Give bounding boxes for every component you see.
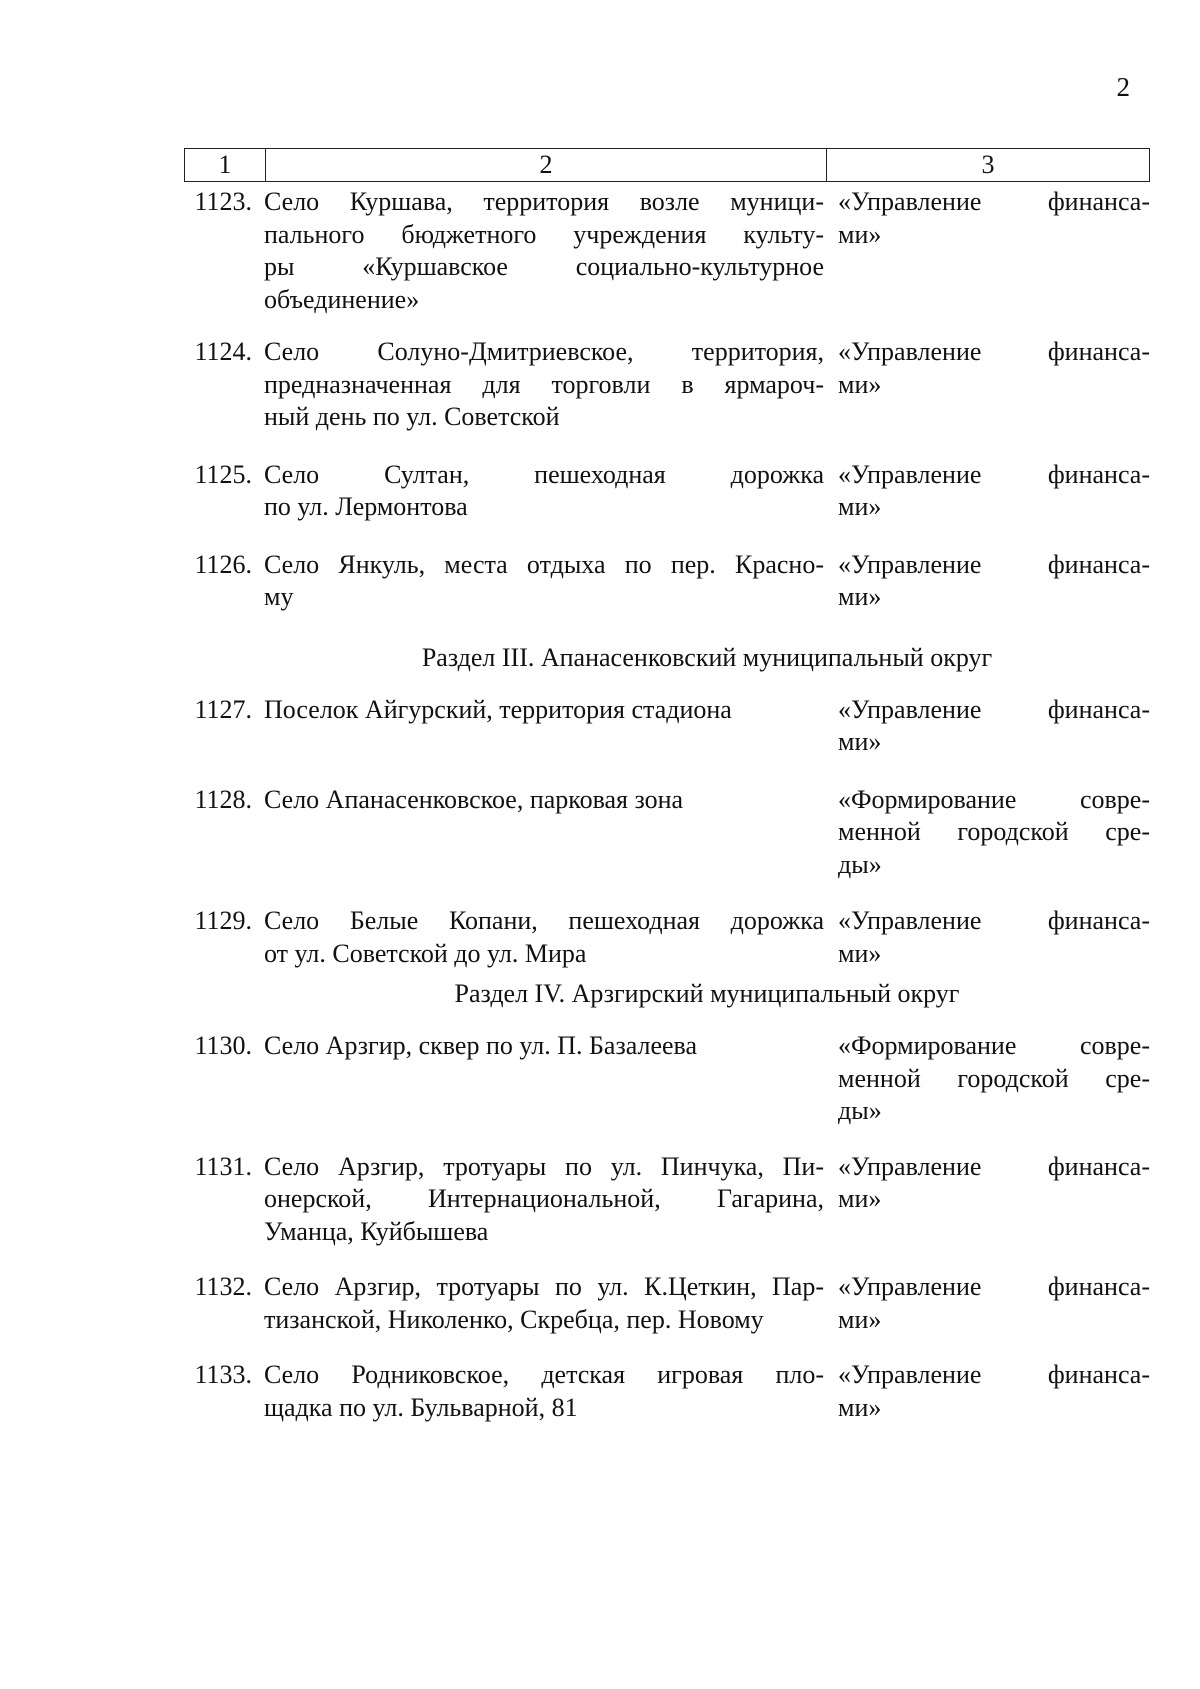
row-number: 1127.: [194, 694, 252, 724]
row-program: [824, 784, 1150, 882]
program-line: «Управление финанса-: [838, 1151, 1150, 1181]
row-number: 1128.: [194, 784, 252, 814]
location-line: от ул. Советской до ул. Мира: [264, 938, 587, 968]
location-line: щадка по ул. Бульварной, 81: [264, 1392, 578, 1422]
row-number: 1130.: [194, 1031, 252, 1060]
row-program: [824, 186, 1150, 316]
program-line: ми»: [838, 219, 882, 249]
location-line: Село Солуно-Дмитриевское, территория,: [264, 337, 824, 366]
location-line: Село Куршава, территория возле муници-: [264, 187, 824, 216]
program-line: ды»: [838, 849, 882, 879]
location-line: тизанской, Николенко, Скребца, пер. Новому: [264, 1304, 764, 1334]
location-line: ный день по ул. Советской: [264, 402, 560, 431]
row-program: [824, 694, 1150, 759]
row-number: 1131.: [194, 1151, 252, 1181]
program-line: ми»: [838, 1304, 882, 1334]
location-line: Село Янкуль, места отдыха по пер. Красно-: [264, 549, 824, 579]
row-program: [824, 1030, 1150, 1128]
table-row: [184, 905, 1150, 970]
program-line: менной городской сре-: [838, 817, 1150, 846]
document-table: [184, 148, 1150, 1424]
location-line: онерской, Интернациональной, Гагарина,: [264, 1184, 824, 1213]
program-line: ми»: [838, 492, 882, 521]
row-number: 1124.: [194, 337, 252, 366]
table-row: [184, 1151, 1150, 1249]
program-line: «Формирование совре-: [838, 1031, 1150, 1060]
program-line: «Управление финанса-: [838, 337, 1150, 366]
program-line: ды»: [838, 1096, 882, 1125]
program-line: «Формирование совре-: [838, 784, 1150, 814]
program-line: ми»: [838, 369, 882, 399]
program-line: «Управление финанса-: [838, 187, 1150, 216]
row-location: [264, 1359, 824, 1424]
location-line: объединение»: [264, 284, 420, 314]
row-location: [264, 1271, 824, 1336]
program-line: «Управление финанса-: [838, 906, 1150, 935]
row-number: 1125.: [194, 459, 252, 489]
rows-group-section-4: [184, 1030, 1150, 1424]
program-line: ми»: [838, 582, 882, 611]
rows-group-section-2: [184, 186, 1150, 614]
row-location: [264, 784, 824, 882]
section-title-4: Раздел IV. Арзгирский муниципальный округ: [454, 979, 960, 1008]
row-location: [264, 1151, 824, 1249]
section-title-3: Раздел III. Апанасенковский муниципальный округ: [421, 642, 993, 672]
location-line: Село Арзгир, тротуары по ул. К.Цеткин, Пар-: [264, 1272, 824, 1301]
table-row: [184, 186, 1150, 316]
location-line: пального бюджетного учреждения культу-: [264, 219, 824, 249]
row-program: [824, 459, 1150, 524]
row-number: 1126.: [194, 549, 252, 579]
program-line: «Управление финанса-: [838, 1272, 1150, 1301]
table-row: [184, 1030, 1150, 1128]
row-location: [264, 1030, 824, 1128]
program-line: ми»: [838, 1184, 882, 1213]
program-line: «Управление финанса-: [838, 1360, 1150, 1389]
row-location: [264, 905, 824, 970]
program-line: «Управление финанса-: [838, 694, 1150, 724]
location-line: Село Белые Копани, пешеходная дорожка: [264, 906, 824, 935]
location-line: Село Арзгир, сквер по ул. П. Базалеева: [264, 1031, 698, 1060]
row-program: [824, 336, 1150, 434]
table-row: [184, 336, 1150, 434]
table-row: [184, 694, 1150, 759]
header-col-1: 1: [185, 149, 266, 181]
location-line: предназначенная для торговли в ярмароч-: [264, 369, 824, 399]
row-program: [824, 1151, 1150, 1249]
location-line: Село Султан, пешеходная дорожка: [264, 459, 824, 489]
row-location: [264, 459, 824, 524]
row-location: [264, 694, 824, 759]
row-program: [824, 549, 1150, 614]
location-line: Уманца, Куйбышева: [264, 1216, 489, 1246]
table-row: [184, 1271, 1150, 1336]
header-col-3: 3: [981, 150, 995, 179]
table-header-row: [184, 148, 1150, 182]
program-line: ми»: [838, 938, 882, 968]
location-line: му: [264, 582, 294, 611]
program-line: ми»: [838, 727, 882, 756]
table-row: [184, 784, 1150, 882]
table-row: [184, 1359, 1150, 1424]
rows-group-section-3: [184, 694, 1150, 971]
row-program: [824, 1359, 1150, 1424]
location-line: ры «Куршавское социально-культурное: [264, 252, 824, 281]
row-number: 1123.: [194, 187, 252, 216]
row-number: 1129.: [194, 906, 252, 935]
program-line: «Управление финанса-: [838, 549, 1150, 579]
program-line: менной городской сре-: [838, 1063, 1150, 1093]
location-line: Село Арзгир, тротуары по ул. Пинчука, Пи-: [264, 1151, 824, 1181]
row-program: [824, 1271, 1150, 1336]
row-number: 1133.: [194, 1360, 252, 1389]
location-line: Поселок Айгурский, территория стадиона: [264, 694, 732, 724]
table-row: [184, 549, 1150, 614]
header-col-2: 2: [266, 149, 827, 181]
location-line: Село Родниковское, детская игровая пло-: [264, 1360, 824, 1389]
row-location: [264, 336, 824, 434]
row-number: 1132.: [194, 1272, 252, 1301]
row-location: [264, 186, 824, 316]
location-line: по ул. Лермонтова: [264, 492, 468, 521]
table-row: [184, 459, 1150, 524]
program-line: ми»: [838, 1392, 882, 1422]
row-program: [824, 905, 1150, 970]
location-line: Село Апанасенковское, парковая зона: [264, 784, 684, 814]
program-line: «Управление финанса-: [838, 459, 1150, 489]
row-location: [264, 549, 824, 614]
page-number: 2: [1116, 72, 1130, 102]
